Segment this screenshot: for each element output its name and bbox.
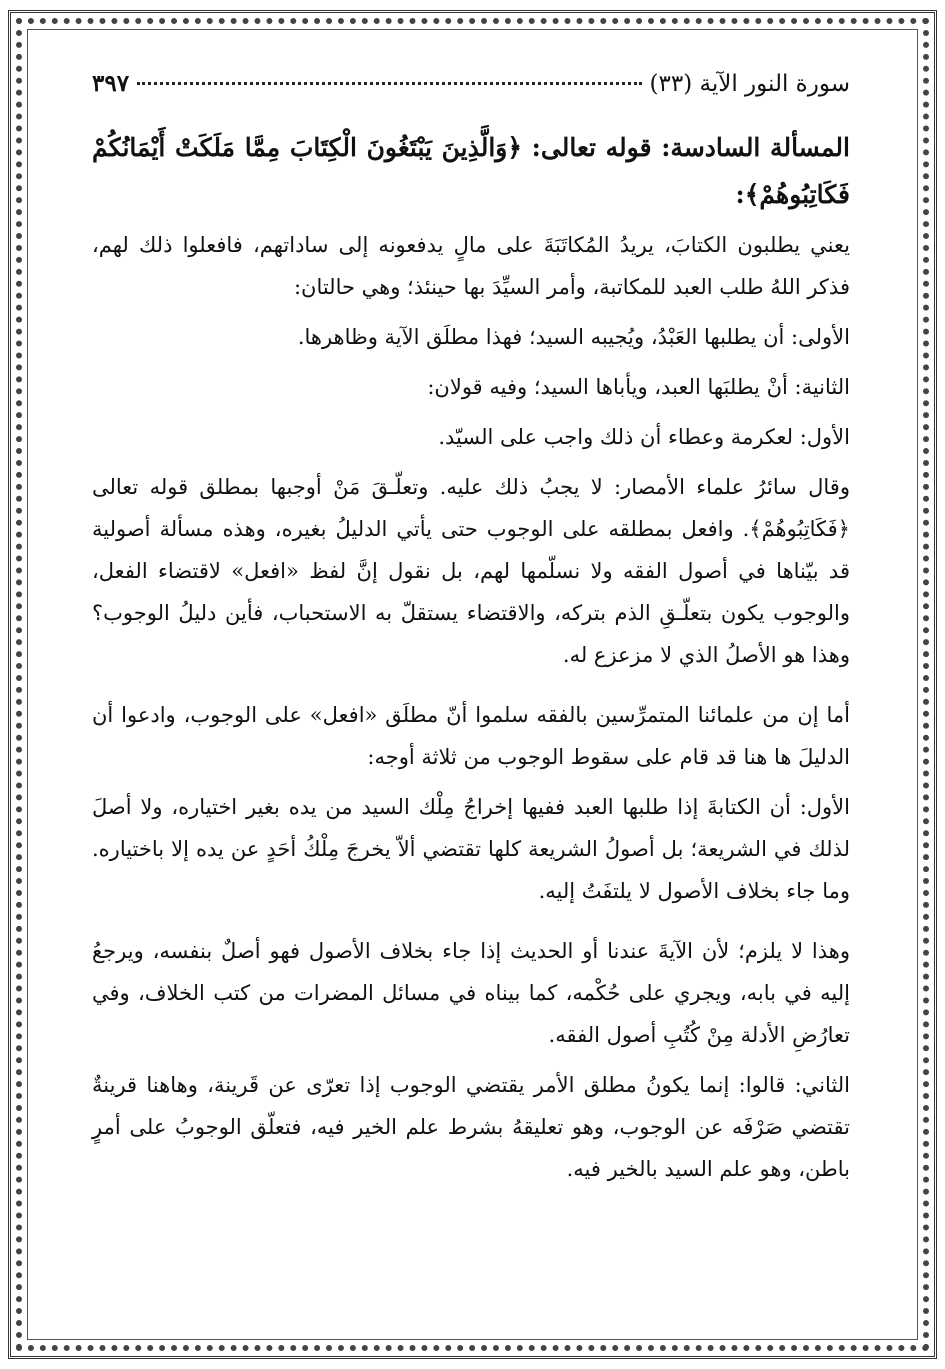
- paragraph-aspect-one: الأول: أن الكتابةَ إذا طلبها العبد ففيها إخراجُ مِلْك السيد من يده بغير اختياره، ولا أصلَ لذلك في الشريعة؛ بل أصولُ الشريعة كلها تقتضي ألاّ يخرجَ مِلْكُ أحَدٍ عن يده إلا باختياره. وما جاء بخلاف الأصول لا يلتفَتُ إليه.: [92, 795, 850, 903]
- paragraph-majority-opinion: وقال سائرُ علماء الأمصار: لا يجبُ ذلك عليه. وتعلّـقَ مَنْ أوجبها بمطلق قوله تعالى ﴿فَكَاتِبُوهُمْ﴾. وافعل بمطلقه على الوجوب حتى يأتي الدليلُ بغيره، وهذه مسألة أصولية قد بيّناها في أصول الفقه ولا نسلّمها لهم، بل نقول إنَّ لفظ «افعل» لاقتضاء الفعل، والوجوب يكون بتعلّـقِ الذم بتركه، والاقتضاء يستقلّ به الاستحباب، فأين دليلُ الوجوب؟ وهذا هو الأصلُ الذي لا مزعزع له.: [92, 475, 850, 667]
- page-body: [92, 70, 850, 1320]
- paragraph-three-aspects: أما إن من علمائنا المتمرِّسين بالفقه سلموا أنّ مطلَق «افعل» على الوجوب، وادعوا أن الدليلَ ها هنا قد قام على سقوط الوجوب من ثلاثة أوجه:: [92, 703, 850, 769]
- paragraph-second-case: الثانية: أنْ يطلبَها العبد، ويأباها السيد؛ وفيه قولان:: [427, 375, 850, 399]
- paragraph-intro: يعني يطلبون الكتابَ، يريدُ المُكاتَبَةَ على مالٍ يدفعونه إلى ساداتهم، فافعلوا ذلك لهم، فذكر اللهُ طلب العبد للمكاتبة، وأمر السيِّدَ بها حينئذ؛ وهي حالتان:: [92, 233, 850, 299]
- paragraph-aspect-two: الثاني: قالوا: إنما يكونُ مطلق الأمر يقتضي الوجوب إذا تعرّى عن قَرينة، وهاهنا قرينةٌ تقتضي صَرْفَه عن الوجوب، وهو تعليقهُ بشرط علم الخير فيه، فتعلّق الوجوبُ على أمرٍ باطن، وهو علم السيد بالخير فيه.: [92, 1073, 850, 1181]
- paragraph-rebuttal: وهذا لا يلزم؛ لأن الآيةَ عندنا أو الحديث إذا جاء بخلاف الأصول فهو أصلٌ بنفسه، ويرجعُ إليه في بابه، ويجري على حُكْمه، كما بيناه في مسائل المضرات من كتب الخلاف، وفي تعارُضِ الأدلة مِنْ كُتُبِ أصول الفقه.: [92, 939, 850, 1047]
- header-dot-leader: [137, 82, 641, 85]
- paragraph-first-case: الأولى: أن يطلبها العَبْدُ، ويُجيبه السيد؛ فهذا مطلَق الآية وظاهرها.: [297, 325, 850, 349]
- header-title: سورة النور الآية (٣٣): [649, 71, 850, 97]
- page-number: ٣٩٧: [92, 70, 130, 97]
- paragraph-first-opinion: الأول: لعكرمة وعطاء أن ذلك واجب على السيّد.: [438, 425, 850, 449]
- running-header: [92, 70, 850, 114]
- section-heading: المسألة السادسة: قوله تعالى: ﴿وَالَّذِينَ يَبْتَغُونَ الْكِتَابَ مِمَّا مَلَكَتْ أَيْمَانُكُمْ فَكَاتِبُوهُمْ﴾:: [92, 133, 850, 209]
